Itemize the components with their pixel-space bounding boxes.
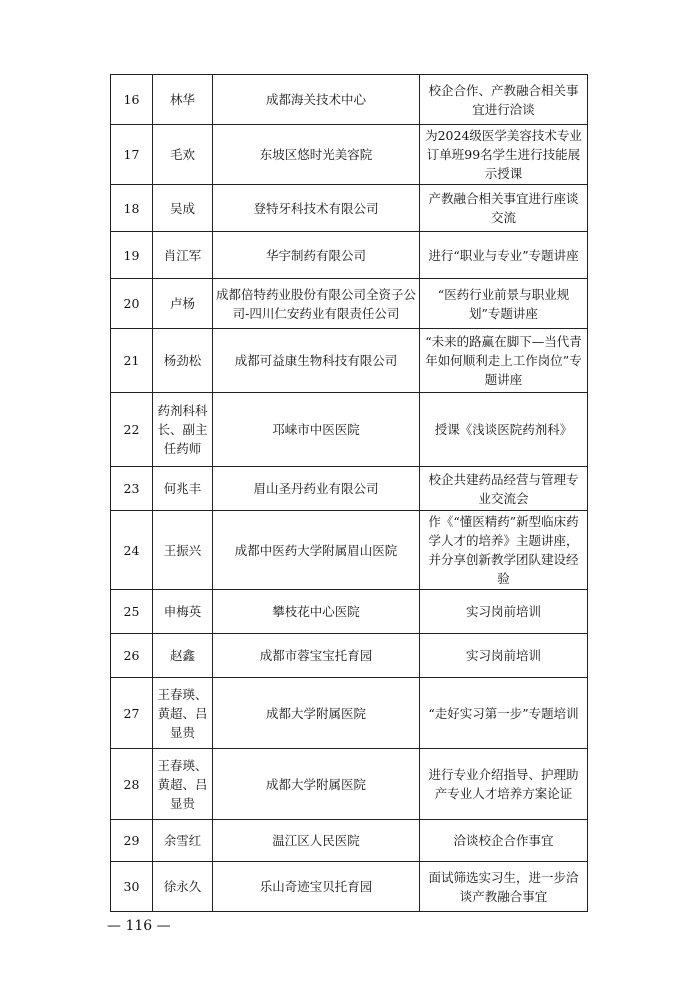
page-number: — 116 — bbox=[107, 918, 171, 934]
cell-no: 27 bbox=[111, 678, 153, 749]
table-row bbox=[111, 678, 588, 749]
cell-org: 成都倍特药业股份有限公司全资子公司-四川仁安药业有限责任公司 bbox=[213, 279, 420, 329]
cell-org: 温江区人民医院 bbox=[213, 820, 420, 862]
table-body bbox=[111, 75, 588, 912]
cell-name: 毛欢 bbox=[153, 125, 213, 185]
cell-org: 成都中医药大学附属眉山医院 bbox=[213, 511, 420, 590]
cell-org: 华宇制药有限公司 bbox=[213, 232, 420, 279]
cell-content: “医药行业前景与职业规划”专题讲座 bbox=[420, 279, 588, 329]
table-row bbox=[111, 511, 588, 590]
cell-content: 作《“懂医精药”新型临床药学人才的培养》主题讲座，并分享创新教学团队建设经验 bbox=[420, 511, 588, 590]
cell-name: 徐永久 bbox=[153, 862, 213, 912]
cell-no: 18 bbox=[111, 185, 153, 232]
cell-name: 王春瑛、黄超、吕显贵 bbox=[153, 749, 213, 820]
cell-no: 30 bbox=[111, 862, 153, 912]
table-row bbox=[111, 75, 588, 125]
cell-org: 成都可益康生物科技有限公司 bbox=[213, 329, 420, 393]
table-row bbox=[111, 467, 588, 511]
cell-no: 20 bbox=[111, 279, 153, 329]
cell-name: 林华 bbox=[153, 75, 213, 125]
cell-no: 25 bbox=[111, 590, 153, 634]
cell-name: 杨劲松 bbox=[153, 329, 213, 393]
cell-org: 成都海关技术中心 bbox=[213, 75, 420, 125]
cell-no: 16 bbox=[111, 75, 153, 125]
cell-name: 何兆丰 bbox=[153, 467, 213, 511]
cell-content: 校企共建药品经营与管理专业交流会 bbox=[420, 467, 588, 511]
cell-no: 23 bbox=[111, 467, 153, 511]
cell-no: 17 bbox=[111, 125, 153, 185]
cell-org: 成都大学附属医院 bbox=[213, 678, 420, 749]
cell-no: 28 bbox=[111, 749, 153, 820]
cell-no: 19 bbox=[111, 232, 153, 279]
cell-org: 登特牙科技术有限公司 bbox=[213, 185, 420, 232]
table-row bbox=[111, 590, 588, 634]
cell-content: 为2024级医学美容技术专业订单班99名学生进行技能展示授课 bbox=[420, 125, 588, 185]
table-row bbox=[111, 820, 588, 862]
cell-no: 26 bbox=[111, 634, 153, 678]
table-row bbox=[111, 232, 588, 279]
cell-name: 王春瑛、黄超、吕显贵 bbox=[153, 678, 213, 749]
table-row bbox=[111, 185, 588, 232]
cell-name: 药剂科科长、副主任药师 bbox=[153, 393, 213, 467]
cell-org: 成都市蓉宝宝托育园 bbox=[213, 634, 420, 678]
cell-no: 29 bbox=[111, 820, 153, 862]
table-row bbox=[111, 862, 588, 912]
table-row bbox=[111, 393, 588, 467]
cell-content: 校企合作、产教融合相关事宜进行洽谈 bbox=[420, 75, 588, 125]
cell-name: 申梅英 bbox=[153, 590, 213, 634]
table-row bbox=[111, 749, 588, 820]
cell-no: 24 bbox=[111, 511, 153, 590]
cell-content: 面试筛选实习生，进一步洽谈产教融合事宜 bbox=[420, 862, 588, 912]
table-row bbox=[111, 125, 588, 185]
cell-name: 余雪红 bbox=[153, 820, 213, 862]
cell-content: 进行“职业与专业”专题讲座 bbox=[420, 232, 588, 279]
cell-no: 21 bbox=[111, 329, 153, 393]
cell-org: 东坡区悠时光美容院 bbox=[213, 125, 420, 185]
table-row bbox=[111, 634, 588, 678]
cell-content: 进行专业介绍指导、护理助产专业人才培养方案论证 bbox=[420, 749, 588, 820]
cell-content: 实习岗前培训 bbox=[420, 634, 588, 678]
cell-content: “未来的路赢在脚下—当代青年如何顺利走上工作岗位”专题讲座 bbox=[420, 329, 588, 393]
cell-org: 攀枝花中心医院 bbox=[213, 590, 420, 634]
cell-org: 乐山奇迹宝贝托育园 bbox=[213, 862, 420, 912]
cell-content: 实习岗前培训 bbox=[420, 590, 588, 634]
cell-name: 赵鑫 bbox=[153, 634, 213, 678]
cell-name: 王振兴 bbox=[153, 511, 213, 590]
cell-no: 22 bbox=[111, 393, 153, 467]
record-table bbox=[110, 74, 588, 912]
cell-org: 眉山圣丹药业有限公司 bbox=[213, 467, 420, 511]
cell-name: 肖江军 bbox=[153, 232, 213, 279]
table-row bbox=[111, 279, 588, 329]
cell-org: 成都大学附属医院 bbox=[213, 749, 420, 820]
cell-content: 授课《浅谈医院药剂科》 bbox=[420, 393, 588, 467]
cell-content: 产教融合相关事宜进行座谈交流 bbox=[420, 185, 588, 232]
cell-content: 洽谈校企合作事宜 bbox=[420, 820, 588, 862]
cell-name: 卢杨 bbox=[153, 279, 213, 329]
cell-org: 邛崃市中医医院 bbox=[213, 393, 420, 467]
table-row bbox=[111, 329, 588, 393]
cell-name: 吴成 bbox=[153, 185, 213, 232]
cell-content: “走好实习第一步”专题培训 bbox=[420, 678, 588, 749]
